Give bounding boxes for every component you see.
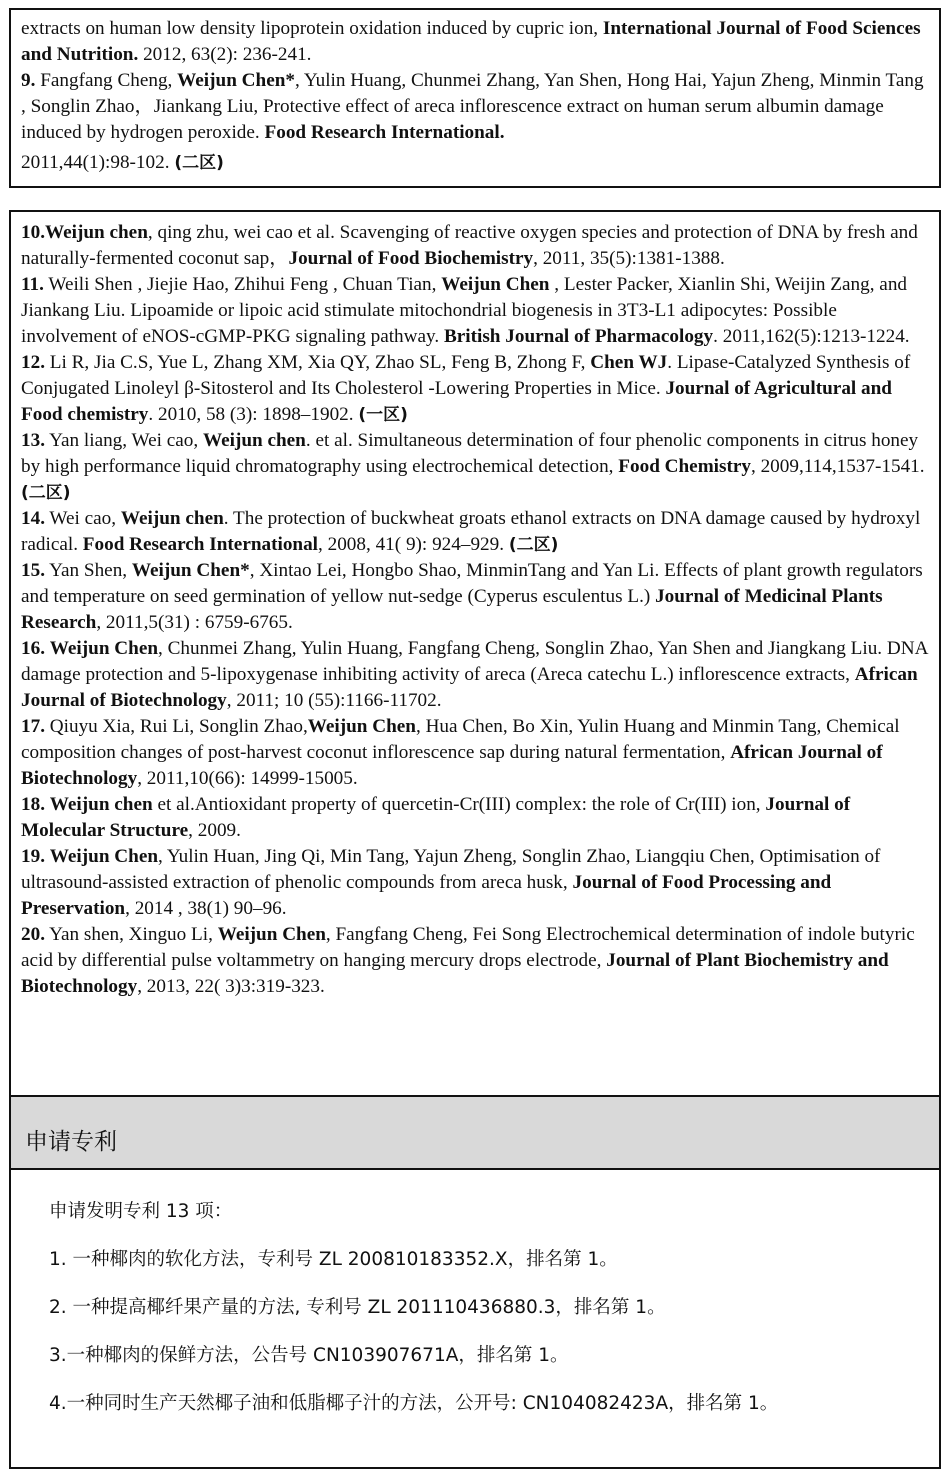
author-highlight: Weijun Chen*: [177, 70, 295, 91]
author-highlight: Weijun chen: [202, 430, 306, 451]
author-highlight: Weijun Chen: [441, 274, 550, 295]
reference-8-tail: extracts on human low density lipoprotein oxidation induced by cupric ion, International Journal of Food Sciences and Nutrition. 2012, 63(2): 236-241.: [21, 18, 921, 65]
reference-9-year: 2011,44(1):98-102. (二区): [21, 152, 224, 173]
rank-tag: (一区): [358, 405, 408, 425]
patent-item: 3.一种椰肉的保鲜方法，公告号 CN103907671A，排名第 1。: [49, 1345, 569, 1366]
reference-number: 20.: [21, 924, 45, 945]
reference-item: 11. Weili Shen , Jiejie Hao, Zhihui Feng , Chuan Tian, Weijun Chen , Lester Packer, Xianlin Shi, Weijin Zang, and Jiankang Liu. Lipoamide or lipoic acid stimulate mitochondrial biogenesis in 3T3-L1 adipocytes: Possible involvement of eNOS-cGMP-PKG signaling pathway. British Journal of Pharmacology. 2011,162(5):1213-1224.: [21, 274, 910, 347]
journal-name: Journal of Food Processing and Preservation: [21, 872, 832, 919]
references-box-continued: [9, 8, 941, 188]
reference-number: 14.: [21, 508, 45, 529]
reference-number: 16.: [21, 638, 45, 659]
reference-number: 15.: [21, 560, 45, 581]
author-highlight: Weijun Chen: [49, 846, 159, 867]
reference-number: 13.: [21, 430, 45, 451]
author-highlight: Weijun chen: [44, 222, 148, 243]
journal-name: Journal of Plant Biochemistry and Biotechnology: [21, 950, 889, 997]
author-highlight: Weijun Chen: [217, 924, 326, 945]
journal-name: Journal of Medicinal Plants Research: [21, 586, 883, 633]
reference-item: 13. Yan liang, Wei cao, Weijun chen. et al. Simultaneous determination of four phenolic components in citrus honey by high performance liquid chromatography using electrochemical detection, Food Chemistry, 2009,114,1537-1541. (二区): [21, 430, 925, 503]
patent-item: 2. 一种提高椰纤果产量的方法, 专利号 ZL 201110436880.3，排名第 1。: [49, 1297, 666, 1318]
rank-tag: (二区): [508, 535, 559, 555]
author-highlight: Weijun chen: [120, 508, 224, 529]
journal-name: Journal of Molecular Structure: [21, 794, 851, 841]
reference-item: 20. Yan shen, Xinguo Li, Weijun Chen, Fangfang Cheng, Fei Song Electrochemical determination of indole butyric acid by differential pulse voltammetry on hanging mercury drops electrode, Journal of Plant Biochemistry and Biotechnology, 2013, 22( 3)3:319-323.: [21, 924, 915, 997]
reference-number: 10.: [21, 222, 45, 243]
reference-item: 12. Li R, Jia C.S, Yue L, Zhang XM, Xia QY, Zhao SL, Feng B, Zhong F, Chen WJ. Lipase-Catalyzed Synthesis of Conjugated Linoleyl β-Sitosterol and Its Cholesterol -Lowering Properties in Mice. Journal of Agricultural and Food chemistry. 2010, 58 (3): 1898–1902. (一区): [21, 352, 911, 425]
journal-name: Food Research International: [82, 534, 319, 555]
reference-number: 19.: [21, 846, 45, 867]
journal-name: Journal of Food Biochemistry: [288, 248, 534, 269]
journal-name: African Journal of Biotechnology: [21, 664, 918, 711]
reference-item: 15. Yan Shen, Weijun Chen*, Xintao Lei, Hongbo Shao, MinminTang and Yan Li. Effects of plant growth regulators and temperature on seed germination of yellow nut-sedge (Cyperus esculentus L.) Journal of Medicinal Plants Research, 2011,5(31) : 6759-6765.: [21, 560, 923, 633]
journal-name: Food Research International.: [264, 122, 505, 143]
section-title: 申请专利: [25, 1129, 117, 1155]
author-highlight: Weijun Chen: [307, 716, 416, 737]
journal-name: African Journal of Biotechnology: [21, 742, 883, 789]
reference-number: 18.: [21, 794, 45, 815]
reference-number: 11.: [21, 274, 44, 295]
author-highlight: Weijun Chen: [49, 638, 159, 659]
patents-box: [9, 1095, 941, 1469]
references-box: [9, 210, 941, 1097]
patents-header: [11, 1097, 939, 1170]
rank-tag: (二区): [174, 153, 224, 173]
reference-item: 17. Qiuyu Xia, Rui Li, Songlin Zhao,Weijun Chen, Hua Chen, Bo Xin, Yulin Huang and Minmin Tang, Chemical composition changes of post-harvest coconut inflorescence sap during natural fermentation, African Journal of Biotechnology, 2011,10(66): 14999-15005.: [21, 716, 900, 789]
reference-item: 19. Weijun Chen, Yulin Huan, Jing Qi, Min Tang, Yajun Zheng, Songlin Zhao, Liangqiu Chen, Optimisation of ultrasound-assisted extraction of phenolic compounds from areca husk, Journal of Food Processing and Preservation, 2014 , 38(1) 90–96.: [21, 846, 881, 919]
reference-item: 14. Wei cao, Weijun chen. The protection of buckwheat groats ethanol extracts on DNA damage caused by hydroxyl radical. Food Research International, 2008, 41( 9): 924–929. (二区): [21, 508, 921, 555]
reference-number: 12.: [21, 352, 45, 373]
patent-item: 1. 一种椰肉的软化方法，专利号 ZL 200810183352.X，排名第 1。: [49, 1249, 618, 1270]
reference-number: 17.: [21, 716, 45, 737]
journal-name: Journal of Agricultural and Food chemistry: [21, 378, 892, 425]
journal-name: Food Chemistry: [618, 456, 751, 477]
rank-tag: (二区): [21, 483, 71, 503]
reference-item: 10.Weijun chen, qing zhu, wei cao et al. Scavenging of reactive oxygen species and protection of DNA by fresh and naturally-fermented coconut sap，Journal of Food Biochemistry, 2011, 35(5):1381-1388.: [21, 222, 918, 269]
reference-item: 16. Weijun Chen, Chunmei Zhang, Yulin Huang, Fangfang Cheng, Songlin Zhao, Yan Shen and Jiangkang Liu. DNA damage protection and 5-lipoxygenase inhibiting activity of areca (Areca catechu L.) inflorescence extracts, African Journal of Biotechnology, 2011; 10 (55):1166-11702.: [21, 638, 928, 711]
author-highlight: Weijun chen: [49, 794, 153, 815]
reference-list: [21, 220, 929, 1000]
author-highlight: Weijun Chen*: [131, 560, 250, 581]
reference-item: 18. Weijun chen et al.Antioxidant property of quercetin-Cr(III) complex: the role of Cr(III) ion, Journal of Molecular Structure, 2009.: [21, 794, 851, 841]
patents-body: [11, 1170, 939, 1428]
patents-intro: 申请发明专利 13 项：: [49, 1201, 233, 1222]
journal-name: British Journal of Pharmacology: [443, 326, 714, 347]
patent-item: 4.一种同时生产天然椰子油和低脂椰子汁的方法，公开号: CN104082423A，排名第 1。: [49, 1393, 779, 1414]
journal-name: International Journal of Food Sciences and Nutrition.: [21, 18, 921, 65]
author-highlight: Chen WJ: [590, 352, 668, 373]
reference-9: 9. Fangfang Cheng, Weijun Chen*, Yulin Huang, Chunmei Zhang, Yan Shen, Hong Hai, Yajun Zheng, Minmin Tang , Songlin Zhao，Jiankang Liu, Protective effect of areca inflorescence extract on human serum albumin damage induced by hydrogen peroxide. Food Research International.: [21, 70, 924, 143]
